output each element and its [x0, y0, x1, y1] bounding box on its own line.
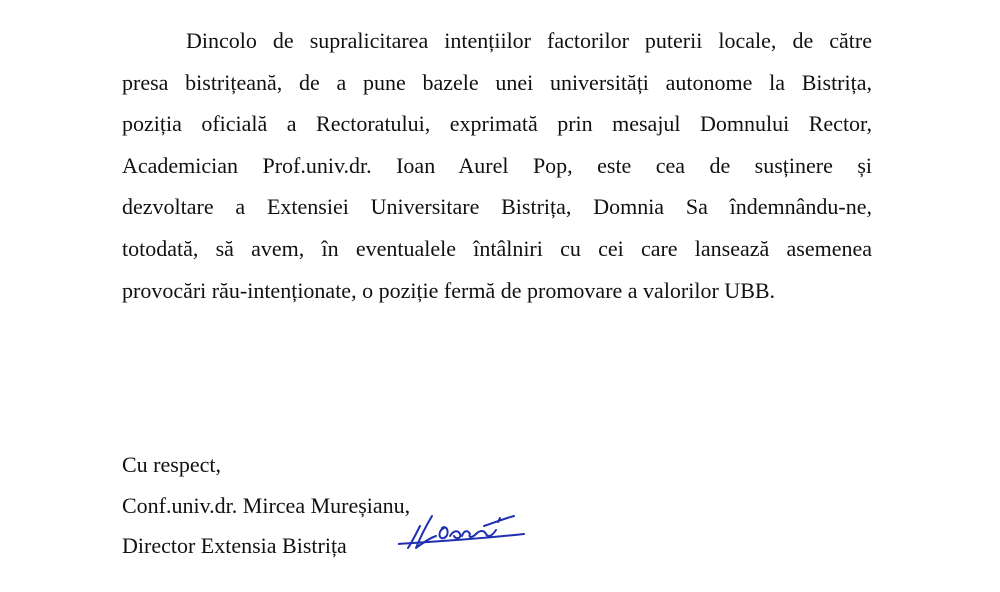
body-line: totodată, să avem, în eventualele întâlniri cu cei care lansează asemenea: [122, 235, 872, 261]
body-line: Dincolo de supralicitarea intențiilor factorilor puterii locale, de către: [186, 28, 872, 53]
body-line: Academician Prof.univ.dr. Ioan Aurel Pop, este cea de susținere și: [122, 152, 872, 178]
handwritten-signature: [398, 506, 528, 552]
body-line: dezvoltare a Extensiei Universitare Bistrița, Domnia Sa îndemnându-ne,: [122, 194, 872, 220]
salutation: Cu respect,: [122, 452, 221, 477]
letter-body: [122, 20, 872, 311]
body-line: poziția oficială a Rectoratului, exprimată prin mesajul Domnului Rector,: [122, 111, 872, 137]
body-line: provocări rău-intenționate, o poziție fermă de promovare a valorilor UBB.: [122, 277, 776, 303]
letter-closing: [122, 445, 410, 567]
signer-title: Director Extensia Bistrița: [122, 533, 347, 558]
signer-name: Conf.univ.dr. Mircea Mureșianu,: [122, 492, 411, 518]
body-line: presa bistrițeană, de a pune bazele unei universități autonome la Bistrița,: [122, 69, 872, 95]
